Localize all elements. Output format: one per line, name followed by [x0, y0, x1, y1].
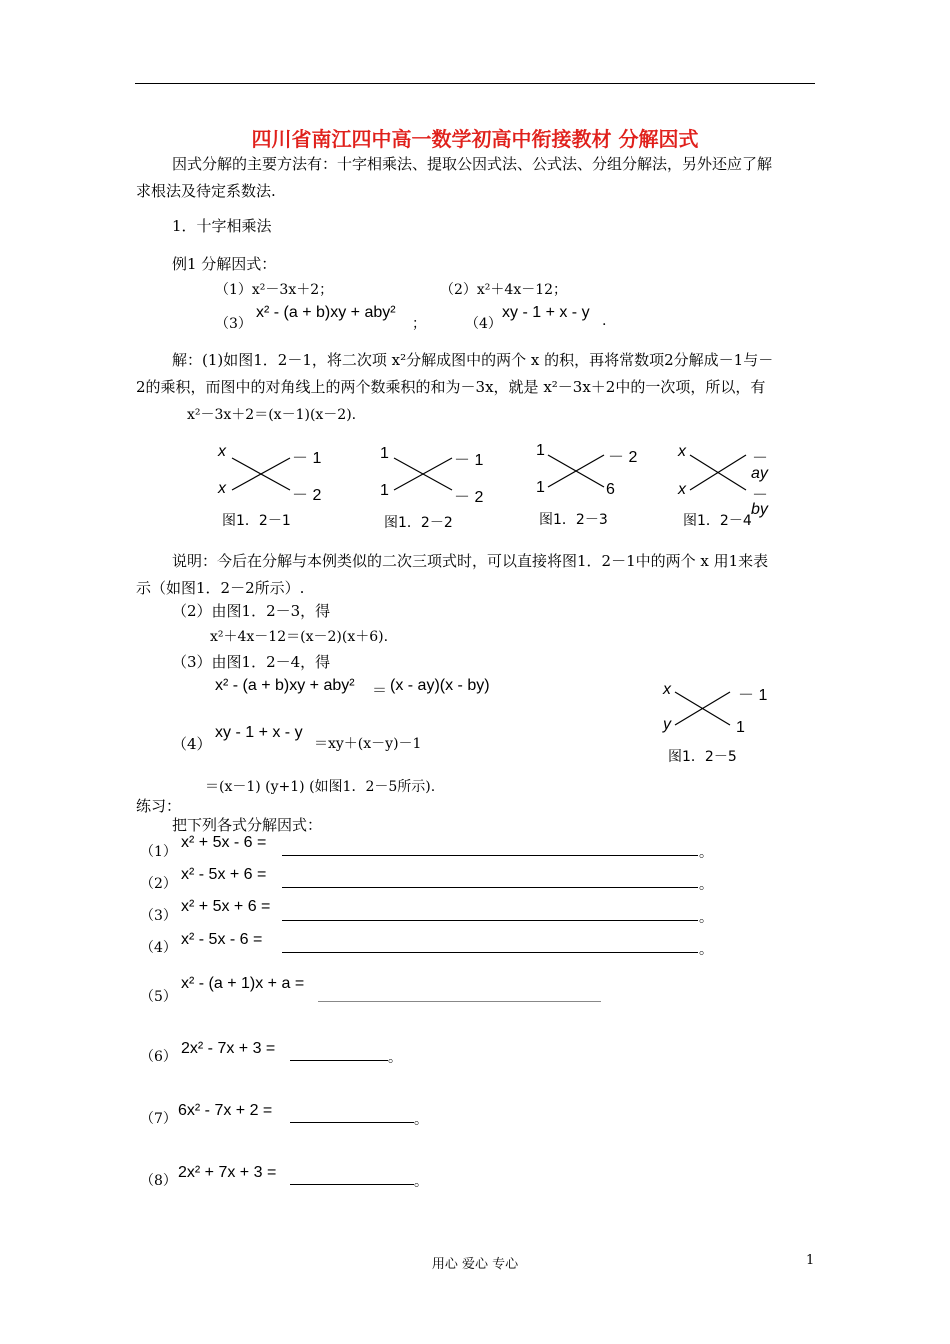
practice-item-expr: 2x² - 7x + 3 = — [181, 1040, 276, 1057]
fig5-top-right: － 1 — [738, 687, 768, 704]
practice-item-expr: x² - 5x + 6 = — [181, 866, 267, 883]
fig3-caption: 图1．2－3 — [539, 512, 608, 528]
fig4-bottom-right-term: by — [751, 501, 768, 518]
footer-text: 用心 爱心 专心 — [431, 1257, 519, 1272]
step2-label: （2）由图1．2－3，得 — [172, 602, 331, 620]
example-part-2: （2）x²＋4x－12； — [440, 282, 568, 298]
fig3-bottom-left: 1 — [536, 479, 545, 496]
fig4-bottom-right: － — [752, 487, 769, 504]
fig2-top-right: － 1 — [454, 452, 484, 469]
fig1-bottom-left: x — [218, 480, 226, 497]
fig1-top-right: － 1 — [292, 450, 322, 467]
fig4-caption: 图1．2－4 — [683, 513, 752, 529]
section-heading: 1．十字相乘法 — [172, 217, 272, 235]
practice-item-label: （4） — [140, 940, 177, 956]
practice-item-label: （7） — [140, 1111, 177, 1127]
fig5-caption: 图1．2－5 — [668, 749, 737, 765]
fig2-top-left: 1 — [380, 445, 389, 462]
practice-item-expr: x² + 5x + 6 = — [181, 898, 271, 915]
example-part-3-label: （3） — [215, 316, 252, 332]
step3-label: （3）由图1．2－4，得 — [172, 653, 331, 671]
fig3-bottom-right: 6 — [606, 481, 615, 498]
fig4-top-right: － — [752, 450, 769, 467]
fig3-top-left: 1 — [536, 442, 545, 459]
practice-item-expr: 2x² + 7x + 3 = — [178, 1164, 277, 1181]
practice-item-answer-line[interactable] — [290, 1122, 414, 1123]
intro-line-1: 因式分解的主要方法有：十字相乘法、提取公因式法、公式法、分组分解法，另外还应了解 — [172, 155, 773, 173]
fig1-bottom-right: － 2 — [292, 487, 322, 504]
example-part-4-expr: xy - 1 + x - y — [502, 304, 590, 321]
note-line-2: 示（如图1．2－2所示）. — [136, 579, 305, 597]
practice-item-expr: x² + 5x - 6 = — [181, 834, 267, 851]
practice-item-answer-line[interactable] — [282, 920, 698, 921]
step2-expr: x²＋4x－12＝(x－2)(x＋6). — [210, 629, 389, 645]
practice-item-answer-line[interactable] — [318, 1001, 601, 1002]
fig2-caption: 图1．2－2 — [384, 515, 453, 531]
practice-item-label: （5） — [140, 989, 177, 1005]
fig2-bottom-left: 1 — [380, 482, 389, 499]
example-part-4-label: （4） — [465, 316, 502, 332]
fig2-bottom-right: － 2 — [454, 489, 484, 506]
practice-item-label: （2） — [140, 876, 177, 892]
practice-item-end: 。 — [414, 1174, 428, 1190]
fig4-top-right-term: ay — [751, 465, 768, 482]
fig1-caption: 图1．2－1 — [222, 513, 291, 529]
document-title: 四川省南江四中高一数学初高中衔接教材 分解因式 — [251, 127, 699, 151]
practice-item-label: （8） — [140, 1173, 177, 1189]
practice-item-end: 。 — [699, 845, 713, 861]
practice-item-answer-line[interactable] — [290, 1184, 414, 1185]
practice-item-end: 。 — [699, 877, 713, 893]
step4-line-2: ＝(x－1) (y+1) (如图1．2－5所示). — [205, 779, 436, 795]
practice-item-answer-line[interactable] — [290, 1060, 388, 1061]
example-part-1: （1）x²－3x＋2； — [215, 282, 334, 298]
step4-rest: ＝xy＋(x－y)－1 — [314, 736, 422, 752]
example-part-4-end: . — [602, 313, 607, 329]
practice-item-end: 。 — [699, 942, 713, 958]
example-part-3-expr: x² - (a + b)xy + aby² — [256, 304, 396, 321]
fig5-bottom-right: 1 — [736, 719, 745, 736]
step4-label: （4） — [172, 735, 212, 753]
practice-item-answer-line[interactable] — [282, 952, 698, 953]
note-line-1: 说明：今后在分解与本例类似的二次三项式时，可以直接将图1．2－1中的两个 x 用1来表 — [172, 552, 769, 570]
fig4-bottom-left: x — [678, 481, 686, 498]
example-label: 例1 分解因式： — [172, 255, 277, 273]
solution-line-3: x²－3x＋2＝(x－1)(x－2). — [187, 407, 357, 423]
practice-item-end: 。 — [414, 1112, 428, 1128]
practice-item-expr: 6x² - 7x + 2 = — [178, 1102, 273, 1119]
practice-item-expr: x² - 5x - 6 = — [181, 931, 263, 948]
practice-item-label: （3） — [140, 908, 177, 924]
solution-line-2: 2的乘积，而图中的对角线上的两个数乘积的和为－3x，就是 x²－3x＋2中的一次项，所以，有 — [136, 378, 766, 396]
intro-line-2: 求根法及待定系数法. — [136, 182, 276, 200]
example-part-3-end: ； — [412, 316, 426, 332]
page-number: 1 — [806, 1253, 815, 1268]
practice-item-end: 。 — [388, 1050, 402, 1066]
step3-equals: ＝ — [372, 681, 388, 699]
practice-item-answer-line[interactable] — [282, 855, 698, 856]
practice-item-end: 。 — [699, 910, 713, 926]
fig4-top-left: x — [678, 443, 686, 460]
practice-heading: 练习： — [136, 797, 182, 815]
practice-item-expr: x² - (a + 1)x + a = — [181, 975, 305, 992]
fig1-top-left: x — [218, 443, 226, 460]
practice-instruction: 把下列各式分解因式： — [172, 816, 323, 834]
step3-expr-left: x² - (a + b)xy + aby² — [215, 677, 355, 694]
practice-item-answer-line[interactable] — [282, 887, 698, 888]
practice-item-label: （1） — [140, 844, 177, 860]
fig3-top-right: － 2 — [608, 449, 638, 466]
fig5-bottom-left: y — [663, 716, 671, 733]
step4-expr: xy - 1 + x - y — [215, 724, 303, 741]
fig5-top-left: x — [663, 681, 671, 698]
solution-line-1: 解：(1)如图1．2－1，将二次项 x²分解成图中的两个 x 的积，再将常数项2分解成－1与－ — [172, 351, 774, 369]
step3-expr-right: (x - ay)(x - by) — [390, 677, 490, 694]
practice-item-label: （6） — [140, 1049, 177, 1065]
